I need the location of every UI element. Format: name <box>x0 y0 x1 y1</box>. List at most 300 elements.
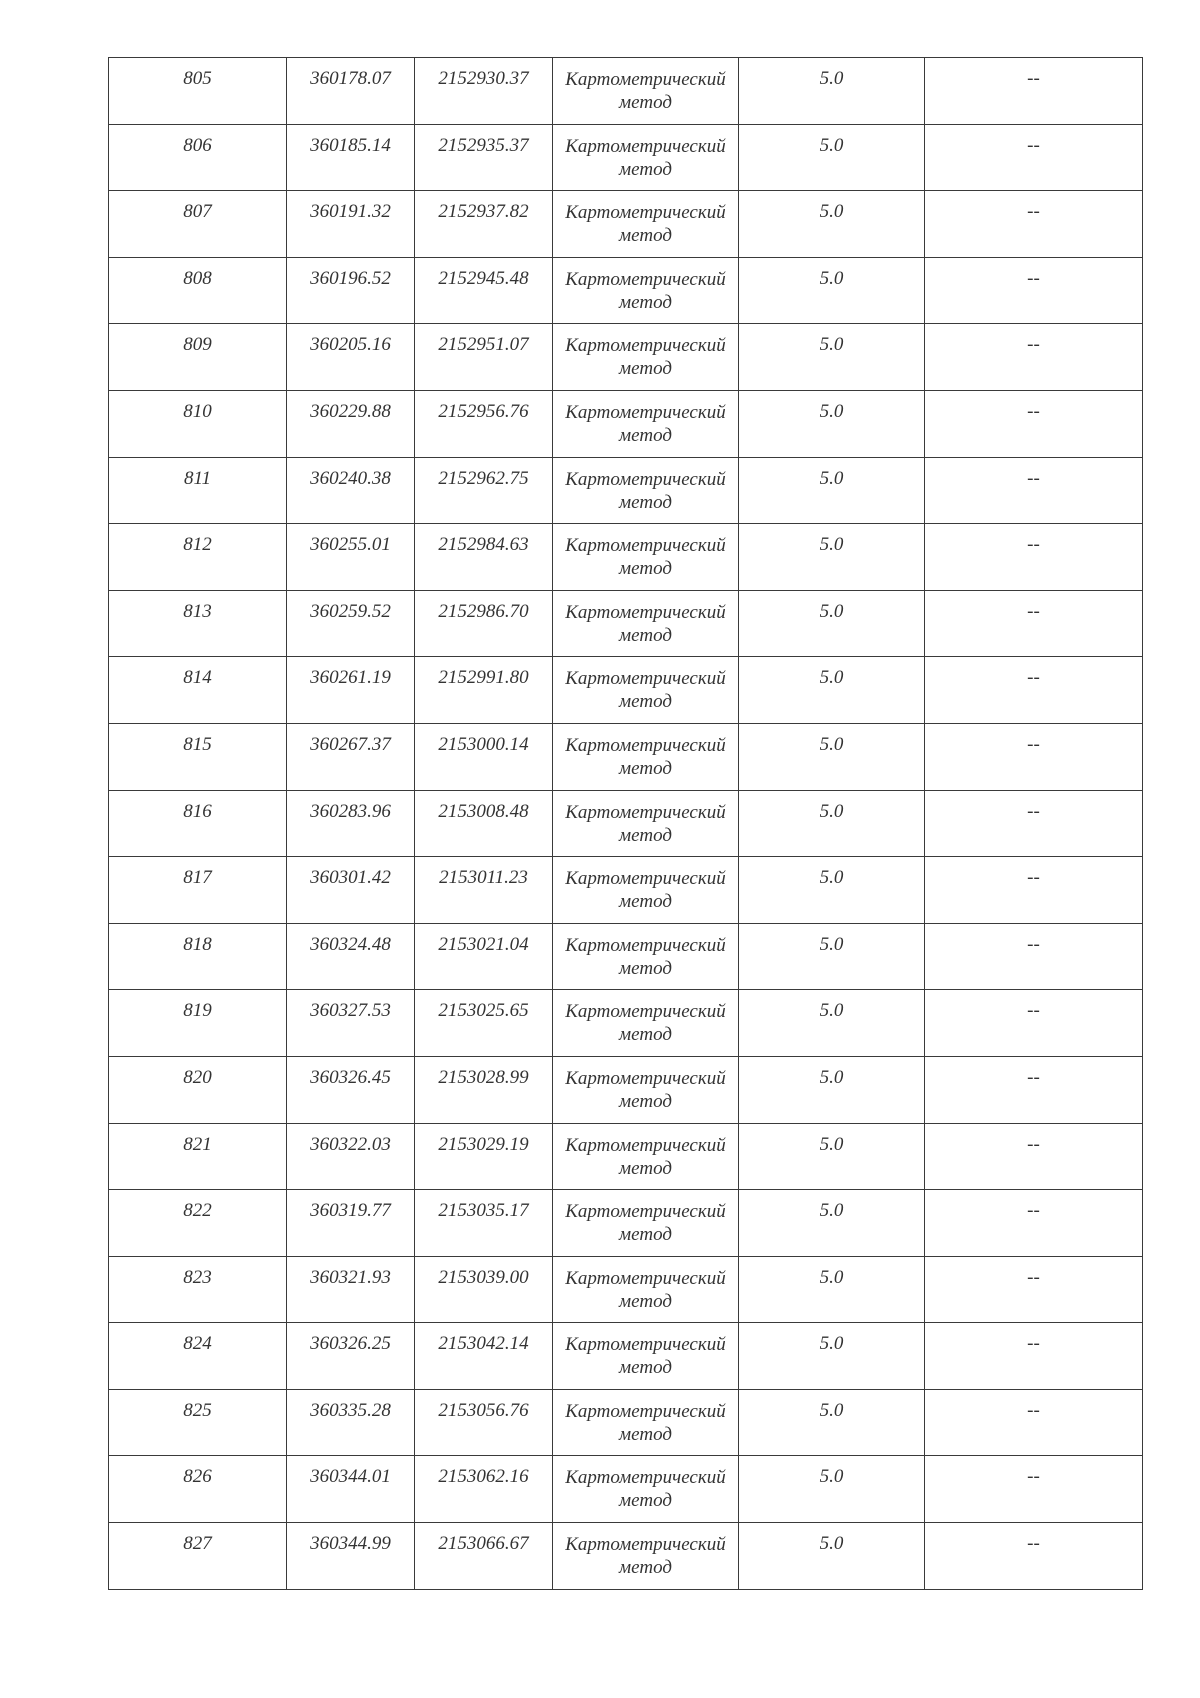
y-coordinate-cell-text: 2153056.76 <box>438 1399 529 1421</box>
point-number-cell <box>109 923 287 990</box>
description-cell <box>925 990 1143 1057</box>
method-cell <box>553 1123 739 1190</box>
description-cell-text: -- <box>1027 733 1040 755</box>
table-row <box>109 857 1143 924</box>
accuracy-cell <box>739 257 925 324</box>
x-coordinate-cell-text: 360319.77 <box>310 1200 391 1222</box>
y-coordinate-cell-text: 2153025.65 <box>438 1000 529 1022</box>
y-coordinate-cell-text: 2152951.07 <box>438 334 529 356</box>
x-coordinate-cell <box>287 457 415 524</box>
description-cell-text: -- <box>1027 800 1040 822</box>
accuracy-cell <box>739 1523 925 1590</box>
description-cell <box>925 58 1143 125</box>
description-cell-text: -- <box>1027 534 1040 556</box>
point-number-cell <box>109 990 287 1057</box>
method-cell-text: Картометрический метод <box>565 401 726 446</box>
table-row <box>109 790 1143 857</box>
table-row <box>109 457 1143 524</box>
method-cell-text: Картометрический метод <box>565 1334 726 1379</box>
method-cell <box>553 1190 739 1257</box>
y-coordinate-cell <box>415 1123 553 1190</box>
accuracy-cell <box>739 1056 925 1123</box>
coordinates-table-body <box>109 58 1143 1590</box>
accuracy-cell <box>739 1256 925 1323</box>
x-coordinate-cell <box>287 390 415 457</box>
y-coordinate-cell-text: 2152945.48 <box>438 267 529 289</box>
accuracy-cell-text: 5.0 <box>819 1266 844 1288</box>
table-row <box>109 1389 1143 1456</box>
x-coordinate-cell <box>287 1190 415 1257</box>
y-coordinate-cell <box>415 124 553 191</box>
description-cell-text: -- <box>1027 667 1040 689</box>
y-coordinate-cell <box>415 191 553 258</box>
y-coordinate-cell <box>415 1523 553 1590</box>
description-cell <box>925 390 1143 457</box>
method-cell-text: Картометрический метод <box>565 1134 726 1179</box>
accuracy-cell <box>739 657 925 724</box>
description-cell-text: -- <box>1027 201 1040 223</box>
accuracy-cell-text: 5.0 <box>819 1200 844 1222</box>
description-cell-text: -- <box>1027 600 1040 622</box>
description-cell <box>925 1523 1143 1590</box>
coordinates-table <box>108 57 1143 1590</box>
point-number-cell <box>109 58 287 125</box>
method-cell-text: Картометрический метод <box>565 868 726 913</box>
x-coordinate-cell-text: 360283.96 <box>310 800 391 822</box>
table-row <box>109 257 1143 324</box>
description-cell <box>925 324 1143 391</box>
description-cell-text: -- <box>1027 68 1040 89</box>
table-row <box>109 1456 1143 1523</box>
method-cell <box>553 58 739 125</box>
point-number-cell <box>109 1323 287 1390</box>
method-cell <box>553 124 739 191</box>
accuracy-cell <box>739 590 925 657</box>
point-number-cell <box>109 590 287 657</box>
method-cell-text: Картометрический метод <box>565 934 726 979</box>
table-row <box>109 1323 1143 1390</box>
accuracy-cell <box>739 1323 925 1390</box>
description-cell-text: -- <box>1027 1000 1040 1022</box>
description-cell-text: -- <box>1027 1399 1040 1421</box>
table-row <box>109 923 1143 990</box>
x-coordinate-cell <box>287 58 415 125</box>
description-cell-text: -- <box>1027 1133 1040 1155</box>
point-number-cell-text: 808 <box>183 267 212 289</box>
y-coordinate-cell <box>415 790 553 857</box>
x-coordinate-cell-text: 360205.16 <box>310 334 391 356</box>
x-coordinate-cell-text: 360267.37 <box>310 733 391 755</box>
method-cell <box>553 390 739 457</box>
x-coordinate-cell-text: 360326.45 <box>310 1066 391 1088</box>
point-number-cell <box>109 723 287 790</box>
x-coordinate-cell <box>287 1323 415 1390</box>
x-coordinate-cell <box>287 1523 415 1590</box>
x-coordinate-cell <box>287 857 415 924</box>
x-coordinate-cell-text: 360301.42 <box>310 867 391 889</box>
method-cell <box>553 857 739 924</box>
point-number-cell <box>109 1123 287 1190</box>
point-number-cell-text: 827 <box>183 1533 212 1555</box>
y-coordinate-cell-text: 2153011.23 <box>439 867 528 889</box>
method-cell-text: Картометрический метод <box>565 668 726 713</box>
point-number-cell-text: 813 <box>183 600 212 622</box>
table-row <box>109 590 1143 657</box>
accuracy-cell <box>739 390 925 457</box>
table-row <box>109 990 1143 1057</box>
method-cell-text: Картометрический метод <box>565 335 726 380</box>
accuracy-cell <box>739 1190 925 1257</box>
y-coordinate-cell-text: 2153066.67 <box>438 1533 529 1555</box>
table-row <box>109 723 1143 790</box>
x-coordinate-cell-text: 360322.03 <box>310 1133 391 1155</box>
method-cell-text: Картометрический метод <box>565 601 726 646</box>
description-cell <box>925 1056 1143 1123</box>
method-cell <box>553 1056 739 1123</box>
accuracy-cell-text: 5.0 <box>819 467 844 489</box>
method-cell <box>553 657 739 724</box>
point-number-cell <box>109 457 287 524</box>
method-cell-text: Картометрический метод <box>565 1001 726 1046</box>
method-cell <box>553 590 739 657</box>
point-number-cell <box>109 1456 287 1523</box>
description-cell-text: -- <box>1027 933 1040 955</box>
accuracy-cell-text: 5.0 <box>819 933 844 955</box>
y-coordinate-cell <box>415 1256 553 1323</box>
accuracy-cell <box>739 524 925 591</box>
x-coordinate-cell <box>287 1056 415 1123</box>
accuracy-cell <box>739 191 925 258</box>
accuracy-cell-text: 5.0 <box>819 867 844 889</box>
point-number-cell-text: 818 <box>183 933 212 955</box>
accuracy-cell <box>739 723 925 790</box>
y-coordinate-cell <box>415 524 553 591</box>
description-cell <box>925 1190 1143 1257</box>
accuracy-cell-text: 5.0 <box>819 400 844 422</box>
description-cell-text: -- <box>1027 1533 1040 1555</box>
method-cell-text: Картометрический метод <box>565 734 726 779</box>
accuracy-cell-text: 5.0 <box>819 68 844 89</box>
description-cell <box>925 1123 1143 1190</box>
point-number-cell-text: 815 <box>183 733 212 755</box>
description-cell-text: -- <box>1027 467 1040 489</box>
point-number-cell-text: 811 <box>183 467 212 489</box>
y-coordinate-cell-text: 2152930.37 <box>438 68 529 89</box>
point-number-cell-text: 806 <box>183 134 212 156</box>
y-coordinate-cell <box>415 590 553 657</box>
x-coordinate-cell-text: 360344.01 <box>310 1466 391 1488</box>
accuracy-cell-text: 5.0 <box>819 201 844 223</box>
y-coordinate-cell-text: 2153042.14 <box>438 1333 529 1355</box>
y-coordinate-cell <box>415 1456 553 1523</box>
y-coordinate-cell <box>415 657 553 724</box>
x-coordinate-cell <box>287 1389 415 1456</box>
y-coordinate-cell-text: 2152937.82 <box>438 201 529 223</box>
x-coordinate-cell-text: 360255.01 <box>310 534 391 556</box>
x-coordinate-cell <box>287 257 415 324</box>
x-coordinate-cell-text: 360327.53 <box>310 1000 391 1022</box>
x-coordinate-cell-text: 360185.14 <box>310 134 391 156</box>
accuracy-cell-text: 5.0 <box>819 267 844 289</box>
x-coordinate-cell-text: 360261.19 <box>310 667 391 689</box>
description-cell <box>925 524 1143 591</box>
x-coordinate-cell <box>287 124 415 191</box>
y-coordinate-cell-text: 2153039.00 <box>438 1266 529 1288</box>
point-number-cell-text: 817 <box>183 867 212 889</box>
point-number-cell-text: 807 <box>183 201 212 223</box>
description-cell <box>925 723 1143 790</box>
method-cell <box>553 324 739 391</box>
method-cell <box>553 524 739 591</box>
y-coordinate-cell-text: 2153008.48 <box>438 800 529 822</box>
x-coordinate-cell <box>287 1456 415 1523</box>
x-coordinate-cell-text: 360321.93 <box>310 1266 391 1288</box>
description-cell-text: -- <box>1027 134 1040 156</box>
point-number-cell <box>109 790 287 857</box>
y-coordinate-cell-text: 2152956.76 <box>438 400 529 422</box>
point-number-cell-text: 812 <box>183 534 212 556</box>
x-coordinate-cell-text: 360326.25 <box>310 1333 391 1355</box>
method-cell <box>553 1523 739 1590</box>
method-cell-text: Картометрический метод <box>565 1534 726 1579</box>
x-coordinate-cell-text: 360259.52 <box>310 600 391 622</box>
point-number-cell-text: 810 <box>183 400 212 422</box>
accuracy-cell <box>739 923 925 990</box>
point-number-cell <box>109 324 287 391</box>
point-number-cell-text: 823 <box>183 1266 212 1288</box>
accuracy-cell-text: 5.0 <box>819 1000 844 1022</box>
x-coordinate-cell-text: 360344.99 <box>310 1533 391 1555</box>
point-number-cell <box>109 390 287 457</box>
description-cell-text: -- <box>1027 334 1040 356</box>
method-cell-text: Картометрический метод <box>565 801 726 846</box>
x-coordinate-cell-text: 360191.32 <box>310 201 391 223</box>
table-row <box>109 324 1143 391</box>
method-cell <box>553 790 739 857</box>
y-coordinate-cell <box>415 723 553 790</box>
x-coordinate-cell <box>287 590 415 657</box>
y-coordinate-cell <box>415 257 553 324</box>
method-cell-text: Картометрический метод <box>565 1201 726 1246</box>
point-number-cell-text: 826 <box>183 1466 212 1488</box>
accuracy-cell <box>739 324 925 391</box>
point-number-cell-text: 824 <box>183 1333 212 1355</box>
method-cell-text: Картометрический метод <box>565 535 726 580</box>
point-number-cell-text: 814 <box>183 667 212 689</box>
method-cell <box>553 1456 739 1523</box>
accuracy-cell-text: 5.0 <box>819 1133 844 1155</box>
description-cell-text: -- <box>1027 1466 1040 1488</box>
accuracy-cell-text: 5.0 <box>819 600 844 622</box>
method-cell <box>553 457 739 524</box>
table-row <box>109 1523 1143 1590</box>
point-number-cell-text: 821 <box>183 1133 212 1155</box>
accuracy-cell-text: 5.0 <box>819 1399 844 1421</box>
description-cell <box>925 191 1143 258</box>
table-row <box>109 1256 1143 1323</box>
x-coordinate-cell <box>287 657 415 724</box>
x-coordinate-cell-text: 360240.38 <box>310 467 391 489</box>
x-coordinate-cell-text: 360229.88 <box>310 400 391 422</box>
table-row <box>109 191 1143 258</box>
method-cell <box>553 1389 739 1456</box>
y-coordinate-cell <box>415 457 553 524</box>
point-number-cell-text: 822 <box>183 1200 212 1222</box>
method-cell-text: Картометрический метод <box>565 268 726 313</box>
description-cell <box>925 657 1143 724</box>
accuracy-cell <box>739 990 925 1057</box>
method-cell <box>553 723 739 790</box>
y-coordinate-cell-text: 2153029.19 <box>438 1133 529 1155</box>
point-number-cell <box>109 1190 287 1257</box>
method-cell-text: Картометрический метод <box>565 468 726 513</box>
method-cell <box>553 990 739 1057</box>
x-coordinate-cell <box>287 1256 415 1323</box>
point-number-cell <box>109 1256 287 1323</box>
table-row <box>109 1056 1143 1123</box>
description-cell <box>925 790 1143 857</box>
point-number-cell <box>109 524 287 591</box>
y-coordinate-cell-text: 2153028.99 <box>438 1066 529 1088</box>
method-cell <box>553 257 739 324</box>
table-row <box>109 1190 1143 1257</box>
accuracy-cell <box>739 790 925 857</box>
point-number-cell <box>109 191 287 258</box>
method-cell-text: Картометрический метод <box>565 135 726 180</box>
description-cell <box>925 1456 1143 1523</box>
x-coordinate-cell <box>287 524 415 591</box>
accuracy-cell <box>739 1123 925 1190</box>
description-cell <box>925 1323 1143 1390</box>
description-cell-text: -- <box>1027 1266 1040 1288</box>
accuracy-cell <box>739 857 925 924</box>
point-number-cell <box>109 257 287 324</box>
x-coordinate-cell-text: 360196.52 <box>310 267 391 289</box>
accuracy-cell-text: 5.0 <box>819 800 844 822</box>
table-row <box>109 58 1143 125</box>
description-cell <box>925 590 1143 657</box>
description-cell-text: -- <box>1027 267 1040 289</box>
y-coordinate-cell-text: 2153062.16 <box>438 1466 529 1488</box>
y-coordinate-cell <box>415 390 553 457</box>
x-coordinate-cell <box>287 324 415 391</box>
accuracy-cell <box>739 124 925 191</box>
table-row <box>109 657 1143 724</box>
accuracy-cell <box>739 1456 925 1523</box>
method-cell-text: Картометрический метод <box>565 1467 726 1512</box>
table-row <box>109 124 1143 191</box>
y-coordinate-cell <box>415 1323 553 1390</box>
description-cell <box>925 923 1143 990</box>
description-cell <box>925 1389 1143 1456</box>
description-cell <box>925 124 1143 191</box>
accuracy-cell-text: 5.0 <box>819 1333 844 1355</box>
description-cell-text: -- <box>1027 867 1040 889</box>
y-coordinate-cell-text: 2152962.75 <box>438 467 529 489</box>
accuracy-cell-text: 5.0 <box>819 733 844 755</box>
x-coordinate-cell-text: 360324.48 <box>310 933 391 955</box>
description-cell-text: -- <box>1027 1066 1040 1088</box>
x-coordinate-cell-text: 360178.07 <box>310 68 391 89</box>
x-coordinate-cell <box>287 191 415 258</box>
y-coordinate-cell <box>415 923 553 990</box>
description-cell <box>925 857 1143 924</box>
y-coordinate-cell-text: 2153021.04 <box>438 933 529 955</box>
point-number-cell <box>109 857 287 924</box>
point-number-cell-text: 825 <box>183 1399 212 1421</box>
method-cell-text: Картометрический метод <box>565 1267 726 1312</box>
y-coordinate-cell <box>415 1389 553 1456</box>
table-row <box>109 524 1143 591</box>
x-coordinate-cell <box>287 1123 415 1190</box>
y-coordinate-cell <box>415 1056 553 1123</box>
x-coordinate-cell <box>287 923 415 990</box>
accuracy-cell-text: 5.0 <box>819 334 844 356</box>
method-cell-text: Картометрический метод <box>565 69 726 113</box>
x-coordinate-cell <box>287 790 415 857</box>
accuracy-cell-text: 5.0 <box>819 1066 844 1088</box>
description-cell-text: -- <box>1027 1200 1040 1222</box>
y-coordinate-cell <box>415 324 553 391</box>
y-coordinate-cell <box>415 857 553 924</box>
point-number-cell-text: 805 <box>183 68 212 89</box>
accuracy-cell <box>739 1389 925 1456</box>
x-coordinate-cell-text: 360335.28 <box>310 1399 391 1421</box>
y-coordinate-cell-text: 2153000.14 <box>438 733 529 755</box>
table-row <box>109 1123 1143 1190</box>
method-cell-text: Картометрический метод <box>565 1067 726 1112</box>
point-number-cell <box>109 124 287 191</box>
point-number-cell <box>109 1523 287 1590</box>
y-coordinate-cell <box>415 58 553 125</box>
y-coordinate-cell-text: 2152986.70 <box>438 600 529 622</box>
point-number-cell <box>109 1056 287 1123</box>
accuracy-cell <box>739 457 925 524</box>
point-number-cell-text: 819 <box>183 1000 212 1022</box>
method-cell <box>553 1323 739 1390</box>
accuracy-cell-text: 5.0 <box>819 534 844 556</box>
point-number-cell-text: 820 <box>183 1066 212 1088</box>
accuracy-cell-text: 5.0 <box>819 1466 844 1488</box>
accuracy-cell-text: 5.0 <box>819 1533 844 1555</box>
description-cell-text: -- <box>1027 1333 1040 1355</box>
x-coordinate-cell <box>287 990 415 1057</box>
point-number-cell <box>109 657 287 724</box>
method-cell <box>553 191 739 258</box>
accuracy-cell-text: 5.0 <box>819 134 844 156</box>
accuracy-cell <box>739 58 925 125</box>
y-coordinate-cell-text: 2152991.80 <box>438 667 529 689</box>
method-cell <box>553 1256 739 1323</box>
description-cell <box>925 257 1143 324</box>
y-coordinate-cell-text: 2152984.63 <box>438 534 529 556</box>
x-coordinate-cell <box>287 723 415 790</box>
point-number-cell <box>109 1389 287 1456</box>
method-cell-text: Картометрический метод <box>565 202 726 247</box>
point-number-cell-text: 816 <box>183 800 212 822</box>
y-coordinate-cell-text: 2153035.17 <box>438 1200 529 1222</box>
description-cell-text: -- <box>1027 400 1040 422</box>
description-cell <box>925 457 1143 524</box>
y-coordinate-cell <box>415 1190 553 1257</box>
point-number-cell-text: 809 <box>183 334 212 356</box>
method-cell <box>553 923 739 990</box>
table-row <box>109 390 1143 457</box>
accuracy-cell-text: 5.0 <box>819 667 844 689</box>
description-cell <box>925 1256 1143 1323</box>
method-cell-text: Картометрический метод <box>565 1400 726 1445</box>
y-coordinate-cell-text: 2152935.37 <box>438 134 529 156</box>
